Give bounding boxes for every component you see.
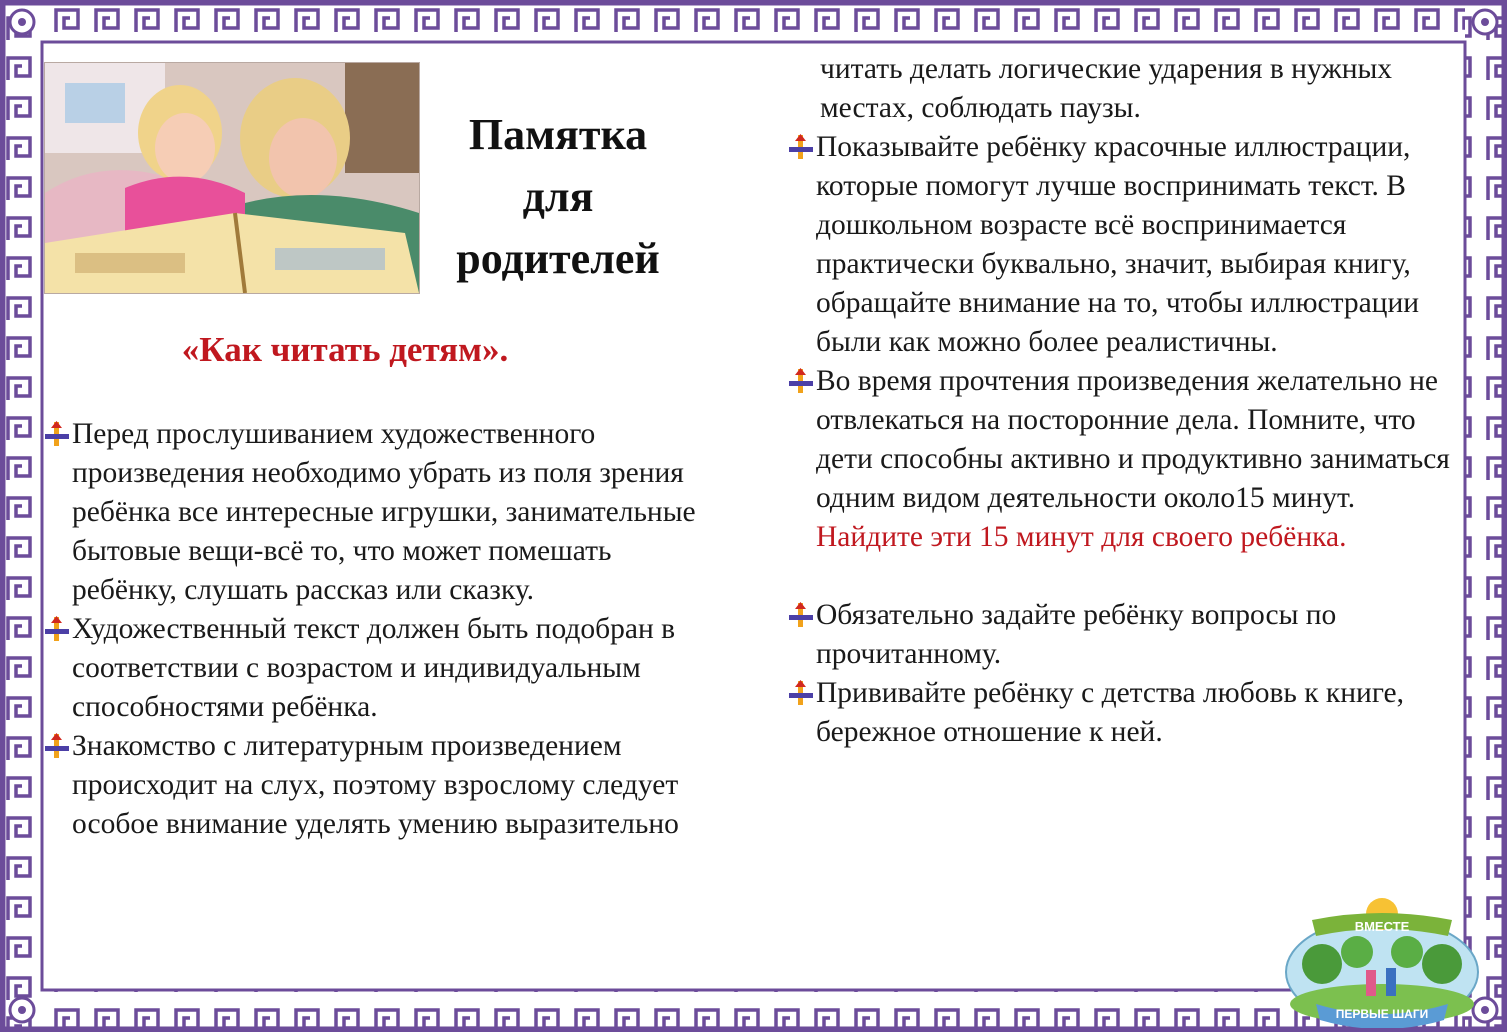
arrow-cross-bullet-icon: [44, 421, 70, 447]
list-item-text: Перед прослушиванием художественного произведения необходимо убрать из поля зрения ребёнка все интересные игрушки, занимательные бытовые вещи-всё то, что может помешать ребёнку, слушать рассказ или сказку.: [72, 418, 696, 606]
arrow-cross-bullet-icon: [788, 602, 814, 628]
title-line-3: родителей: [456, 234, 660, 283]
arrow-cross-bullet-icon: [788, 134, 814, 160]
list-item: [788, 674, 1456, 752]
list-item-text: Обязательно задайте ребёнку вопросы по прочитанному.: [816, 599, 1337, 670]
list-item: [44, 415, 704, 610]
left-column: [44, 415, 704, 844]
list-item-text: Во время прочтения произведения желательно не отвлекаться на посторонние дела. Помните, что дети способны активно и продуктивно заниматься одним видом деятельности около15 минут.: [816, 365, 1450, 514]
list-item: [44, 727, 704, 844]
list-item: [788, 128, 1456, 362]
highlight-text: Найдите эти 15 минут для своего ребёнка.: [816, 521, 1347, 553]
logo-bottom-text: ПЕРВЫЕ ШАГИ: [1335, 1007, 1429, 1021]
arrow-cross-bullet-icon: [44, 733, 70, 759]
list-item: [788, 362, 1456, 557]
arrow-cross-bullet-icon: [788, 680, 814, 706]
arrow-cross-bullet-icon: [788, 368, 814, 394]
list-item-text: Знакомство с литературным произведением происходит на слух, поэтому взрослому следует особое внимание уделять умению выразительно: [72, 730, 679, 840]
list-item: [788, 596, 1456, 674]
mother-daughter-reading-photo: [44, 62, 420, 294]
kindergarten-logo: [1282, 892, 1482, 1028]
title-line-2: для: [522, 172, 594, 221]
list-item-text: Художественный текст должен быть подобран в соответствии с возрастом и индивидуальным способностями ребёнка.: [72, 613, 676, 723]
spacer: [788, 557, 1456, 596]
page-title: [418, 104, 698, 290]
logo-top-text: ВМЕСТЕ: [1354, 919, 1410, 934]
right-column: [788, 50, 1456, 752]
continued-text: читать делать логические ударения в нужных местах, соблюдать паузы.: [820, 53, 1393, 124]
subtitle: «Как читать детям».: [181, 330, 509, 369]
list-item: [44, 610, 704, 727]
title-line-1: Памятка: [468, 110, 648, 159]
list-item-text: Прививайте ребёнку с детства любовь к книге, бережное отношение к ней.: [816, 677, 1404, 748]
arrow-cross-bullet-icon: [44, 616, 70, 642]
list-item-text: Показывайте ребёнку красочные иллюстрации, которые помогут лучше воспринимать текст. В дошкольном возрасте всё воспринимается практически буквально, значит, выбирая книгу, обращайте внимание на то, чтобы иллюстрации были как можно более реалистичны.: [816, 131, 1420, 358]
